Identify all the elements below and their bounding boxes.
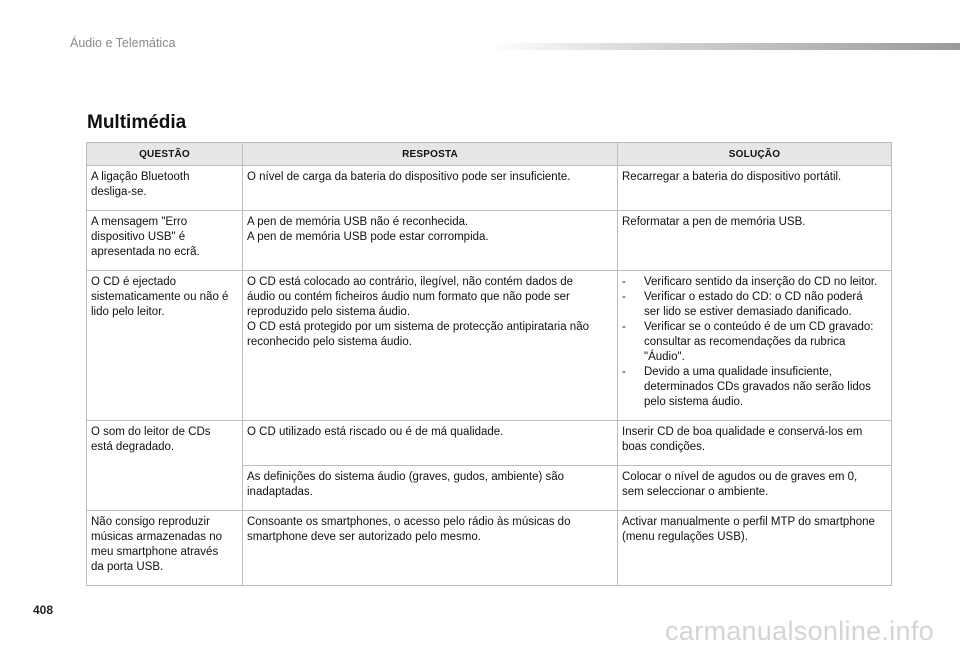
question-cell bbox=[87, 211, 243, 271]
column-header-question: QUESTÃO bbox=[87, 143, 243, 166]
answer-text: reconhecido pelo sistema áudio. bbox=[247, 336, 412, 348]
answer-text: O nível de carga da bateria do dispositivo pode ser insuficiente. bbox=[247, 171, 571, 183]
solution-list bbox=[622, 275, 887, 410]
answer-text: smartphone deve ser autorizado pelo mesmo. bbox=[247, 531, 481, 543]
answer-text: inadaptadas. bbox=[247, 486, 313, 498]
answer-cell bbox=[243, 166, 618, 211]
question-text: da porta USB. bbox=[91, 561, 164, 573]
question-cell bbox=[87, 511, 243, 586]
solution-text: determinados CDs gravados não serão lidos bbox=[644, 381, 871, 393]
answer-cell bbox=[243, 421, 618, 466]
answer-text: Consoante os smartphones, o acesso pelo rádio às músicas do bbox=[247, 516, 571, 528]
dash-bullet: - bbox=[622, 276, 626, 288]
solution-cell bbox=[618, 511, 892, 586]
table-row bbox=[87, 511, 892, 586]
solution-text: consultar as recomendações da rubrica bbox=[644, 336, 846, 348]
question-text: está degradado. bbox=[91, 441, 175, 453]
solution-text: Verificaro sentido da inserção do CD no leitor. bbox=[644, 276, 878, 288]
solution-text: ser lido se estiver demasiado danificado. bbox=[644, 306, 852, 318]
header-gradient-bar bbox=[490, 43, 960, 50]
solution-list-item bbox=[622, 290, 887, 320]
question-cell bbox=[87, 421, 243, 511]
table-row bbox=[87, 166, 892, 211]
answer-text: O CD está colocado ao contrário, ilegível, não contém dados de bbox=[247, 276, 574, 288]
solution-cell bbox=[618, 271, 892, 421]
answer-text: A pen de memória USB pode estar corrompida. bbox=[247, 231, 489, 243]
answer-cell bbox=[243, 511, 618, 586]
solution-text: Colocar o nível de agudos ou de graves em 0, bbox=[622, 471, 858, 483]
table-header-row bbox=[87, 143, 892, 166]
answer-cell bbox=[243, 466, 618, 511]
solution-text: Verificar se o conteúdo é de um CD gravado: bbox=[644, 321, 874, 333]
solution-text: (menu regulações USB). bbox=[622, 531, 748, 543]
answer-text: reproduzido pelo sistema áudio. bbox=[247, 306, 411, 318]
answer-cell bbox=[243, 271, 618, 421]
question-text: O som do leitor de CDs bbox=[91, 426, 211, 438]
question-text: lido pelo leitor. bbox=[91, 306, 165, 318]
question-cell bbox=[87, 166, 243, 211]
question-text: desliga-se. bbox=[91, 186, 147, 198]
solution-text: Activar manualmente o perfil MTP do smartphone bbox=[622, 516, 875, 528]
table-row bbox=[87, 271, 892, 421]
section-title: Áudio e Telemática bbox=[70, 36, 176, 50]
solution-cell bbox=[618, 211, 892, 271]
solution-cell bbox=[618, 166, 892, 211]
question-text: apresentada no ecrã. bbox=[91, 246, 200, 258]
answer-text: O CD utilizado está riscado ou é de má qualidade. bbox=[247, 426, 504, 438]
question-text: A ligação Bluetooth bbox=[91, 171, 190, 183]
solution-text: pelo sistema áudio. bbox=[644, 396, 744, 408]
answer-cell bbox=[243, 211, 618, 271]
table-row bbox=[87, 421, 892, 466]
question-text: A mensagem "Erro bbox=[91, 216, 188, 228]
question-text: músicas armazenadas no bbox=[91, 531, 223, 543]
watermark: carmanualsonline.info bbox=[665, 616, 934, 646]
table-row bbox=[87, 211, 892, 271]
page-title: Multimédia bbox=[87, 112, 187, 133]
question-text: sistematicamente ou não é bbox=[91, 291, 229, 303]
solution-text: Recarregar a bateria do dispositivo portátil. bbox=[622, 171, 842, 183]
column-header-answer: RESPOSTA bbox=[243, 143, 618, 166]
solution-text: boas condições. bbox=[622, 441, 706, 453]
solution-list-item bbox=[622, 365, 887, 410]
solution-list-item bbox=[622, 320, 887, 365]
question-text: dispositivo USB" é bbox=[91, 231, 186, 243]
solution-cell bbox=[618, 466, 892, 511]
faq-table bbox=[86, 142, 892, 586]
column-header-solution: SOLUÇÃO bbox=[618, 143, 892, 166]
solution-text: Reformatar a pen de memória USB. bbox=[622, 216, 806, 228]
solution-text: Devido a uma qualidade insuficiente, bbox=[644, 366, 832, 378]
answer-text: As definições do sistema áudio (graves, gudos, ambiente) são bbox=[247, 471, 565, 483]
page-number: 408 bbox=[33, 603, 54, 617]
question-text: Não consigo reproduzir bbox=[91, 516, 210, 528]
solution-text: Verificar o estado do CD: o CD não poderá bbox=[644, 291, 863, 303]
dash-bullet: - bbox=[622, 291, 626, 303]
dash-bullet: - bbox=[622, 366, 626, 378]
solution-list-item bbox=[622, 275, 887, 290]
answer-text: áudio ou contém ficheiros áudio num formato que não pode ser bbox=[247, 291, 570, 303]
dash-bullet: - bbox=[622, 321, 626, 333]
question-text: O CD é ejectado bbox=[91, 276, 177, 288]
answer-text: O CD está protegido por um sistema de protecção antipirataria não bbox=[247, 321, 589, 333]
question-text: meu smartphone através bbox=[91, 546, 219, 558]
solution-cell bbox=[618, 421, 892, 466]
question-cell bbox=[87, 271, 243, 421]
solution-text: "Áudio". bbox=[644, 351, 685, 363]
solution-text: Inserir CD de boa qualidade e conservá-los em bbox=[622, 426, 863, 438]
solution-text: sem seleccionar o ambiente. bbox=[622, 486, 769, 498]
answer-text: A pen de memória USB não é reconhecida. bbox=[247, 216, 469, 228]
